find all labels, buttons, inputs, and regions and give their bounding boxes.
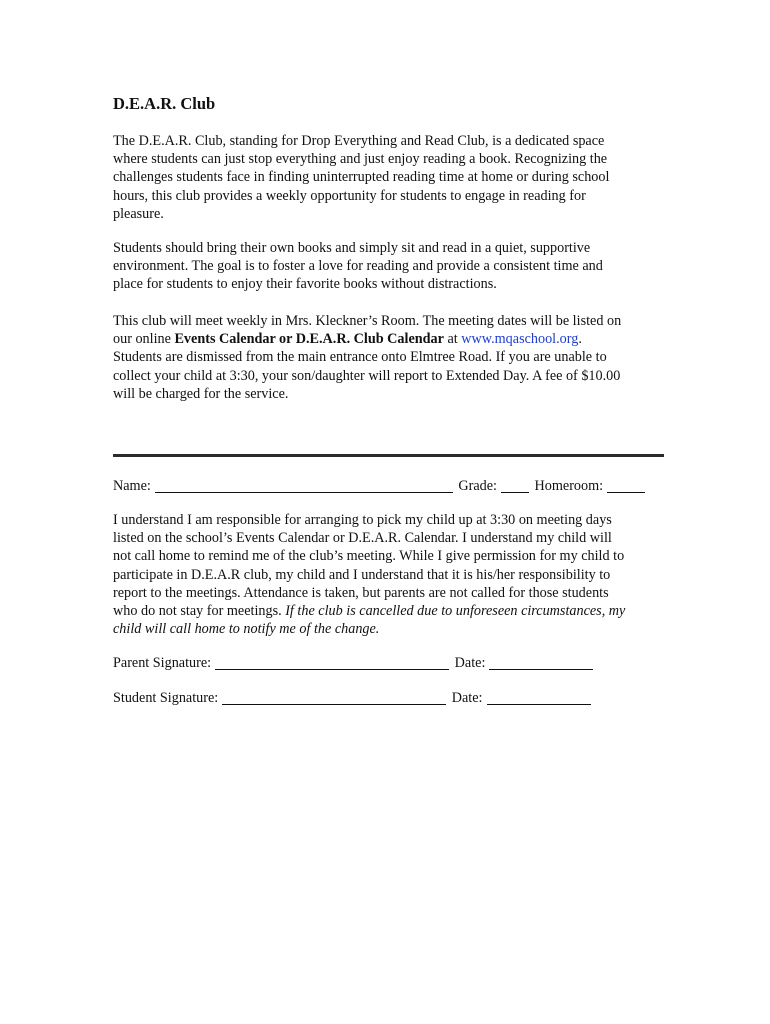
meeting-paragraph [113, 312, 673, 403]
paragraph-line: pleasure. [113, 205, 164, 222]
calendar-text-suffix: . [578, 331, 582, 348]
goal-paragraph [113, 239, 673, 294]
student-date-field[interactable] [487, 690, 591, 705]
paragraph-line: report to the meetings. Attendance is taken, but parents are not called for those students [113, 584, 609, 601]
consent-text: who do not stay for meetings. [113, 603, 286, 620]
name-field[interactable] [155, 478, 453, 493]
calendar-name: Events Calendar or D.E.A.R. Club Calendar [174, 331, 444, 348]
paragraph-line: listed on the school’s Events Calendar or D.E.A.R. Calendar. I understand my child will [113, 530, 612, 547]
paragraph-line: will be charged for the service. [113, 385, 289, 402]
date-label: Date: [454, 655, 486, 671]
consent-paragraph [113, 511, 673, 638]
homeroom-label: Homeroom: [534, 478, 604, 494]
calendar-text-mid: at [443, 331, 462, 348]
paragraph-line: place for students to enjoy their favorite books without distractions. [113, 276, 497, 293]
calendar-text-prefix: our online [113, 331, 175, 348]
intro-paragraph [113, 132, 673, 223]
parent-signature-label: Parent Signature: [113, 655, 212, 671]
section-divider [113, 454, 664, 457]
paragraph-line: challenges students face in finding uninterrupted reading time at home or during school [113, 169, 610, 186]
paragraph-line: Students are dismissed from the main entrance onto Elmtree Road. If you are unable to [113, 349, 607, 366]
paragraph-line: hours, this club provides a weekly opportunity for students to engage in reading for [113, 187, 586, 204]
paragraph-line [113, 330, 673, 348]
student-signature-field[interactable] [222, 690, 446, 705]
paragraph-line: where students can just stop everything and just enjoy reading a book. Recognizing the [113, 151, 608, 168]
paragraph-line: participate in D.E.A.R club, my child and I understand that it is his/her responsibility to [113, 566, 611, 583]
parent-date-field[interactable] [489, 655, 593, 670]
cancellation-note: child will call home to notify me of the change. [113, 621, 380, 638]
paragraph-line [113, 602, 673, 620]
date-label: Date: [451, 690, 483, 706]
paragraph-line: The D.E.A.R. Club, standing for Drop Everything and Read Club, is a dedicated space [113, 133, 605, 149]
paragraph-line: Students should bring their own books and simply sit and read in a quiet, supportive [113, 240, 591, 256]
paragraph-line: This club will meet weekly in Mrs. Kleckner’s Room. The meeting dates will be listed on [113, 313, 622, 329]
student-info-row [113, 477, 647, 495]
paragraph-line: collect your child at 3:30, your son/daughter will report to Extended Day. A fee of $10.00 [113, 367, 621, 384]
homeroom-field[interactable] [607, 478, 645, 493]
parent-signature-row [113, 654, 595, 672]
parent-signature-field[interactable] [215, 655, 449, 670]
grade-label: Grade: [458, 478, 497, 494]
school-website-link[interactable]: www.mqaschool.org [461, 331, 579, 348]
paragraph-line: not call home to remind me of the club’s meeting. While I give permission for my child to [113, 548, 625, 565]
cancellation-note: If the club is cancelled due to unforeseen circumstances, my [285, 603, 626, 620]
student-signature-row [113, 689, 593, 707]
grade-field[interactable] [501, 478, 529, 493]
page-title: D.E.A.R. Club [113, 94, 216, 113]
student-signature-label: Student Signature: [113, 690, 219, 706]
paragraph-line: I understand I am responsible for arranging to pick my child up at 3:30 on meeting days [113, 512, 612, 528]
name-label: Name: [113, 478, 151, 494]
paragraph-line: environment. The goal is to foster a love for reading and provide a consistent time and [113, 258, 603, 275]
